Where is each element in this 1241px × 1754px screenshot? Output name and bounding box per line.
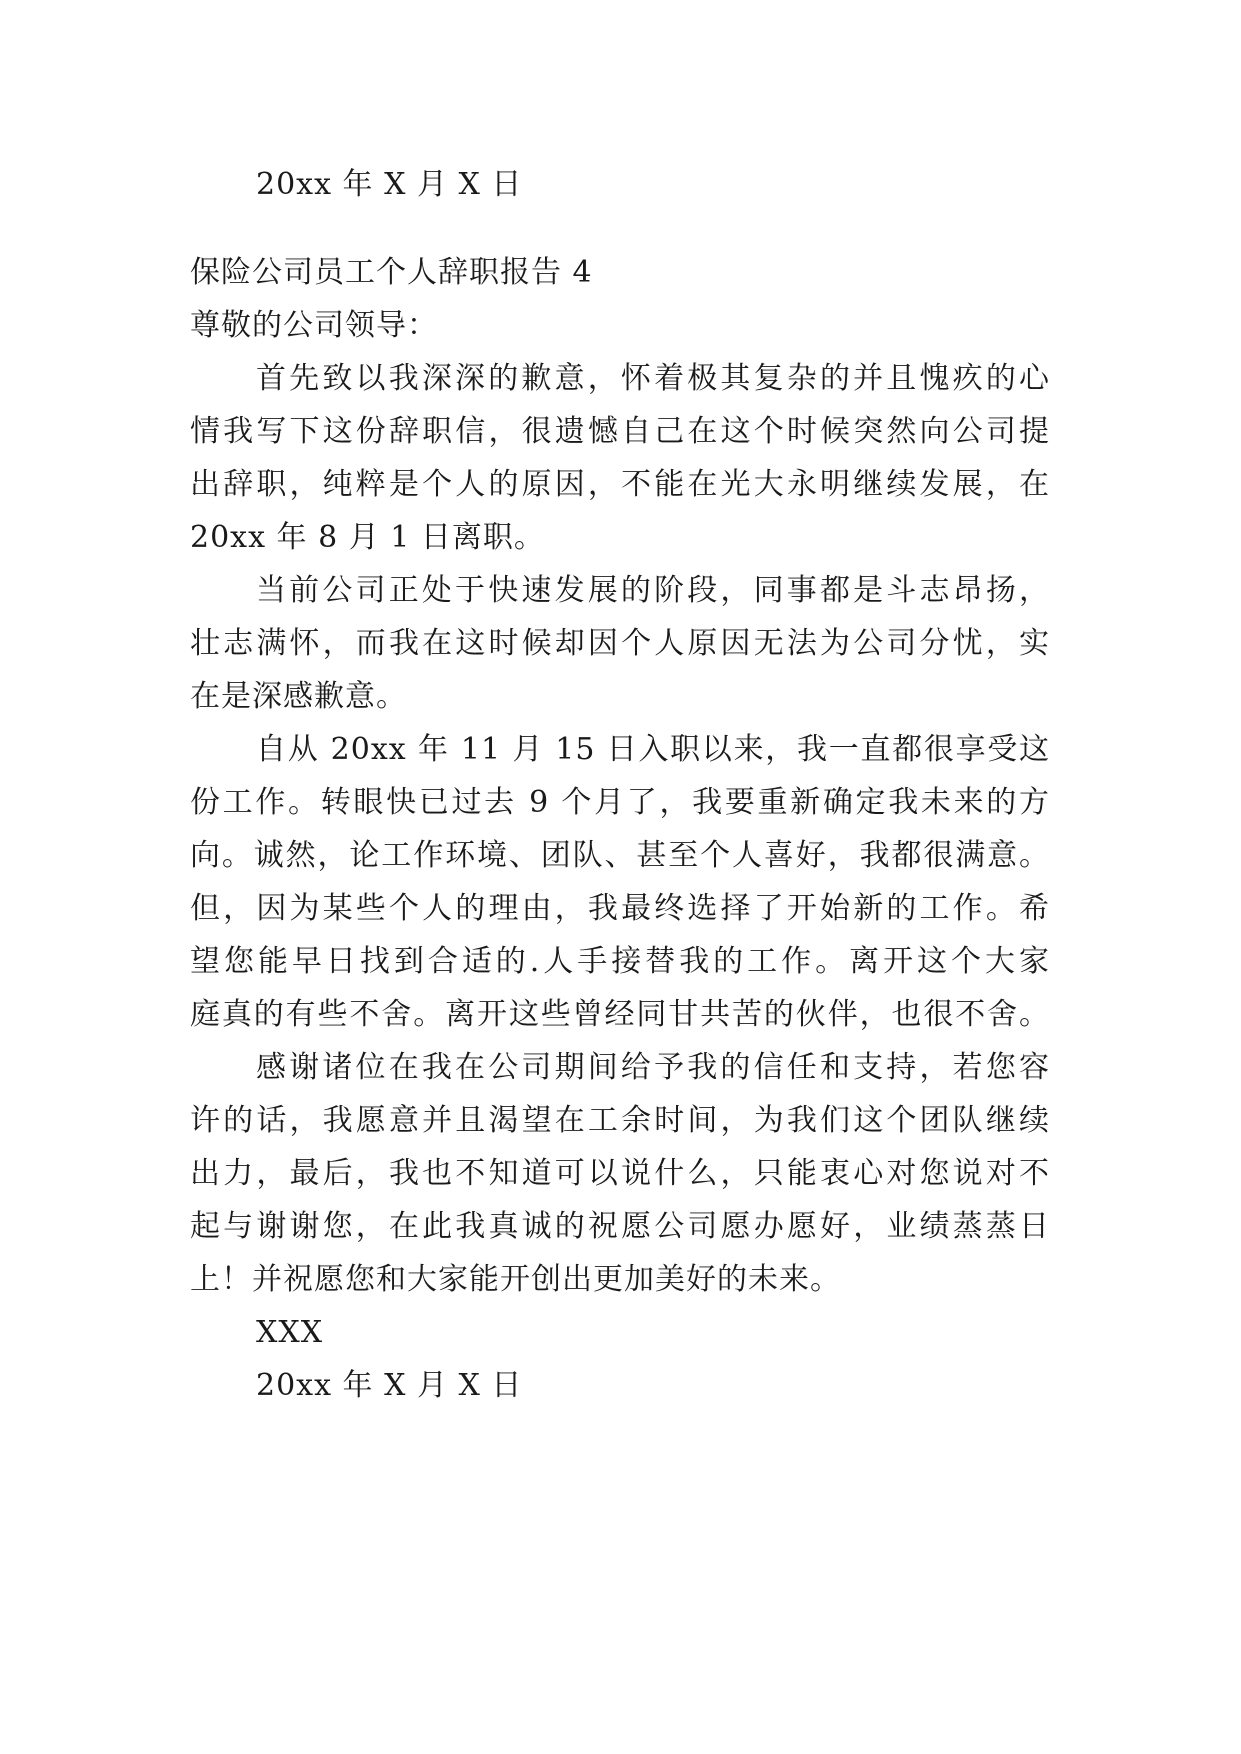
salutation: 尊敬的公司领导： — [190, 308, 438, 343]
paragraph-3-line-4: 但，因为某些个人的理由，我最终选择了开始新的工作。希 — [190, 891, 1050, 926]
paragraph-3-line-5: 望您能早日找到合适的.人手接替我的工作。离开这个大家 — [190, 944, 1050, 979]
paragraph-3-line-3: 向。诚然，论工作环境、团队、甚至个人喜好，我都很满意。 — [190, 838, 1050, 873]
paragraph-3-line-1: 自从 20xx 年 11 月 15 日入职以来，我一直都很享受这 — [256, 732, 1050, 767]
paragraph-2-line-1: 当前公司正处于快速发展的阶段，同事都是斗志昂扬， — [256, 573, 1050, 608]
top-date: 20xx 年 X 月 X 日 — [256, 167, 523, 202]
paragraph-4-line-5: 上！并祝愿您和大家能开创出更加美好的未来。 — [190, 1262, 841, 1297]
paragraph-4-line-4: 起与谢谢您，在此我真诚的祝愿公司愿办愿好，业绩蒸蒸日 — [190, 1209, 1050, 1244]
bottom-date: 20xx 年 X 月 X 日 — [256, 1368, 523, 1403]
paragraph-1-line-3: 出辞职，纯粹是个人的原因，不能在光大永明继续发展，在 — [190, 467, 1050, 502]
paragraph-3-line-6: 庭真的有些不舍。离开这些曾经同甘共苦的伙伴，也很不舍。 — [190, 997, 1050, 1032]
paragraph-3-line-2: 份工作。转眼快已过去 9 个月了，我要重新确定我未来的方 — [190, 785, 1050, 820]
paragraph-1-line-4: 20xx 年 8 月 1 日离职。 — [190, 520, 545, 555]
paragraph-1-line-2: 情我写下这份辞职信，很遗憾自己在这个时候突然向公司提 — [190, 414, 1050, 449]
paragraph-2-line-3: 在是深感歉意。 — [190, 679, 407, 714]
document-title: 保险公司员工个人辞职报告 4 — [190, 255, 593, 290]
paragraph-2-line-2: 壮志满怀，而我在这时候却因个人原因无法为公司分忧，实 — [190, 626, 1050, 661]
paragraph-1-line-1: 首先致以我深深的歉意，怀着极其复杂的并且愧疚的心 — [256, 361, 1050, 396]
paragraph-4-line-2: 许的话，我愿意并且渴望在工余时间，为我们这个团队继续 — [190, 1103, 1050, 1138]
paragraph-4-line-1: 感谢诸位在我在公司期间给予我的信任和支持，若您容 — [256, 1050, 1050, 1085]
paragraph-4-line-3: 出力，最后，我也不知道可以说什么，只能衷心对您说对不 — [190, 1156, 1050, 1191]
signature: XXX — [256, 1315, 324, 1350]
